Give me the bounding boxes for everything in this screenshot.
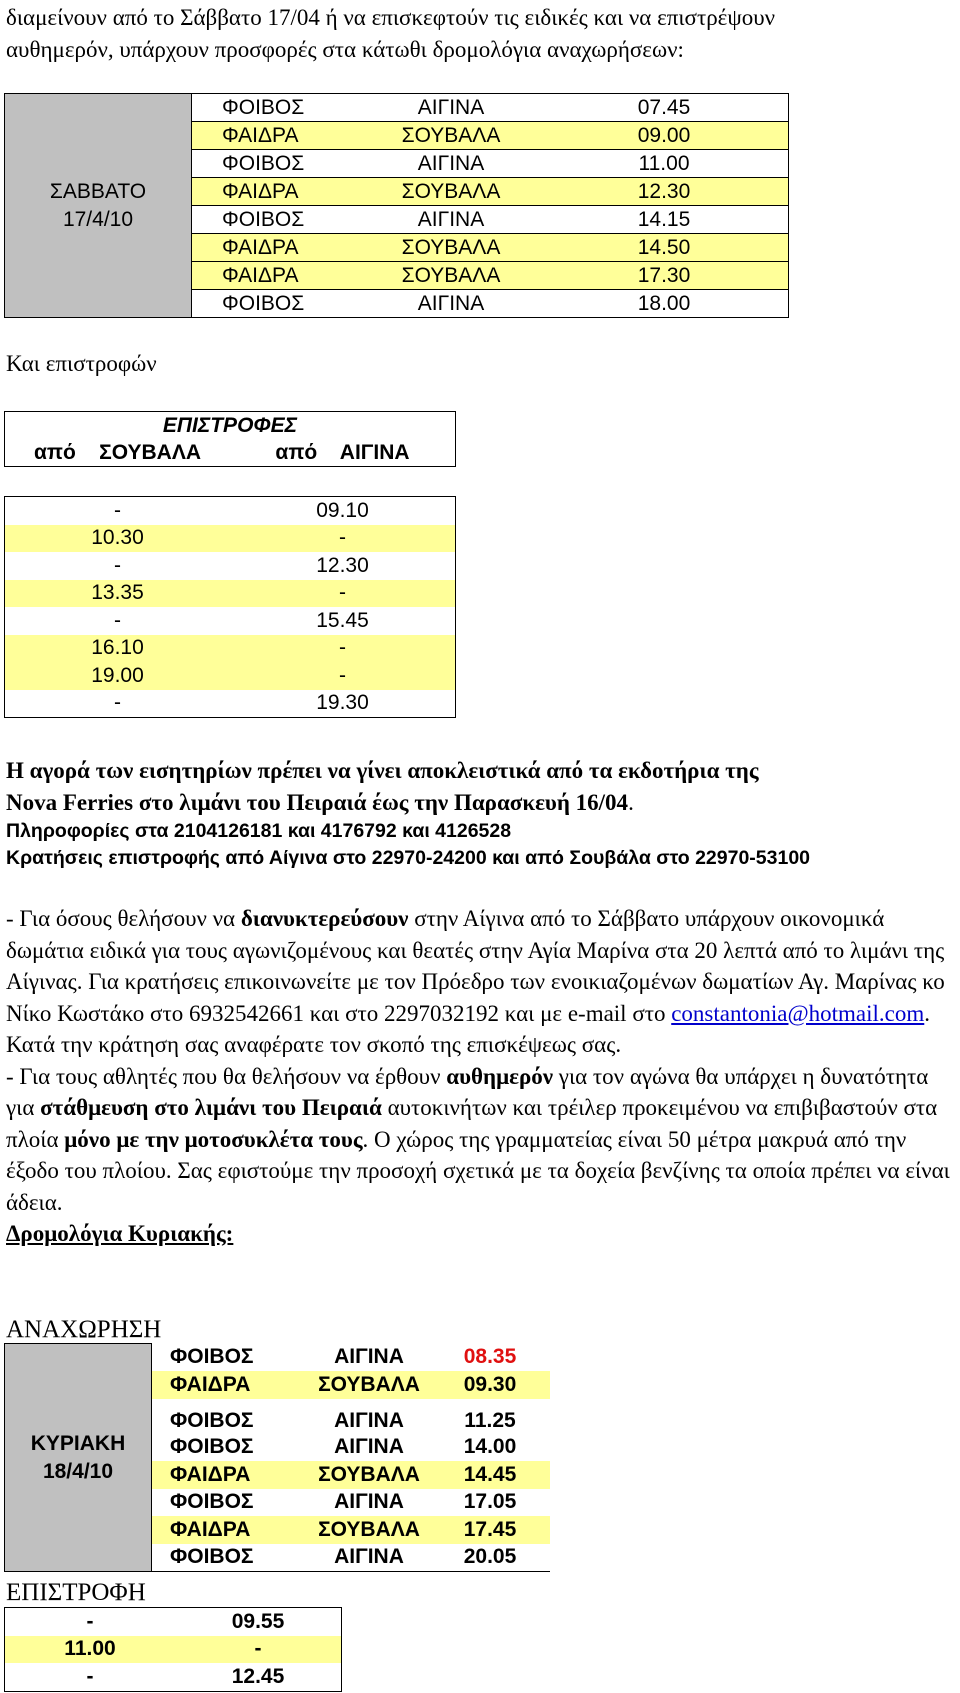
ship-name: ΦΑΙΔΡΑ: [152, 1371, 309, 1399]
returns-row: [5, 552, 456, 580]
returns-row: [5, 690, 456, 718]
departure-time: 14.45: [430, 1461, 550, 1489]
departure-time: 08.35: [463, 1345, 517, 1369]
intro-text: [6, 2, 951, 65]
sunday-date: 18/4/10: [42, 1459, 114, 1483]
ship-name: ΦΟΙΒΟΣ: [170, 1435, 254, 1459]
saturday-schedule-table: [4, 93, 789, 318]
departure-time: 14.50: [540, 234, 789, 262]
ship-name: ΦΟΙΒΟΣ: [192, 206, 363, 234]
destination: ΣΟΥΒΑΛΑ: [362, 262, 540, 290]
departure-time: 17.45: [430, 1516, 550, 1544]
return-from-aigina: 09.55: [231, 1609, 285, 1633]
ship-name: ΦΟΙΒΟΣ: [152, 1544, 309, 1572]
destination: ΑΙΓΙΝΑ: [308, 1544, 430, 1572]
destination: ΑΙΓΙΝΑ: [362, 290, 540, 318]
return-from-souvala: -: [114, 691, 121, 715]
tickets-info: [6, 755, 956, 872]
tickets-line-1: Η αγορά των εισητηρίων πρέπει να γίνει αποκλειστικά από τα εκδοτήρια της: [6, 758, 759, 783]
returns-row: [5, 497, 456, 525]
departure-time: 11.00: [540, 150, 789, 178]
tickets-line-2: Nova Ferries στο λιμάνι του Πειραιά έως την Παρασκευή 16/04.: [6, 789, 634, 815]
destination: ΑΙΓΙΝΑ: [362, 150, 540, 178]
departure-time: 17.30: [540, 262, 789, 290]
returns-row: [5, 525, 456, 553]
return-from-souvala: -: [86, 1609, 94, 1633]
return-from-souvala: -: [114, 498, 121, 522]
info-paragraphs: [6, 903, 956, 1250]
ship-name: ΦΟΙΒΟΣ: [170, 1490, 254, 1514]
returns-col-souvala: από ΣΟΥΒΑΛΑ: [33, 440, 201, 464]
parking-paragraph: - Για τους αθλητές που θα θελήσουν να έρθουν αυθημερόν για τον αγώνα θα υπάρχει η δυνατότητα για στάθμευση στο λιμάνι του Πειραιά αυτοκινήτων και τρέιλερ προκειμένου να επιβιβαστούν στα πλοία μόνο με την μοτοσυκλέτα τους. Ο χώρος της γραμματείας είναι 50 μέτρα μακρυά από την έξοδο του πλοίου. Σας εφιστούμε την προσοχή σχετικά με τα δοχεία βενζίνης τα οποία πρέπει να είναι άδεια.: [6, 1063, 950, 1215]
destination: ΣΟΥΒΑΛΑ: [308, 1461, 430, 1489]
sunday-returns-row: [5, 1663, 342, 1691]
accommodation-paragraph: - Για όσους θελήσουν να διανυκτερεύσουν στην Αίγινα από το Σάββατο υπάρχουν οικονομικά δωμάτια ειδικά για τους αγωνιζομένους και θεατές στην Αγία Μαρίνα στα 20 λεπτά από το λιμάνι της Αίγινας. Για κρατήσεις επικοινωνείτε με τον Πρόεδρο των ενοικιαζομένων δωματίων Αγ. Μαρίνας κο Νίκο Κωστάκο στο 6932542661 και στο 2297032192 και με e-mail στο constantonia@hotmail.com. Κατά την κράτηση σας αναφέρατε τον σκοπό της επισκέψεως σας.: [6, 906, 945, 1057]
departure-label: ΑΝΑΧΩΡΗΣΗ: [6, 1316, 162, 1343]
destination: ΣΟΥΒΑΛΑ: [308, 1371, 430, 1399]
return-from-souvala: -: [114, 553, 121, 577]
returns-label: Και επιστροφών: [6, 351, 157, 376]
return-from-aigina: 09.10: [316, 498, 369, 522]
sunday-returns-table: [4, 1607, 342, 1692]
sunday-schedule-row: [5, 1344, 551, 1372]
sunday-returns-row: [5, 1608, 342, 1636]
tickets-info-phones: Πληροφορίες στα 2104126181 και 4176792 και 4126528: [6, 820, 512, 842]
departure-time: 18.00: [540, 290, 789, 318]
destination: ΑΙΓΙΝΑ: [334, 1345, 404, 1369]
destination: ΣΟΥΒΑΛΑ: [362, 122, 540, 150]
saturday-schedule-row: [5, 94, 789, 122]
returns-row: [5, 580, 456, 608]
destination: ΣΟΥΒΑΛΑ: [362, 234, 540, 262]
return-from-aigina: -: [230, 635, 456, 663]
ship-name: ΦΟΙΒΟΣ: [192, 290, 363, 318]
sunday-day: ΚΥΡΙΑΚΗ: [30, 1431, 126, 1455]
departure-time: 09.00: [540, 122, 789, 150]
return-from-aigina: 19.30: [316, 691, 369, 715]
sunday-heading: Δρομολόγια Κυριακής:: [6, 1221, 234, 1246]
return-from-souvala: -: [86, 1664, 94, 1688]
departure-time: 07.45: [540, 94, 789, 122]
sunday-schedule-table: [4, 1343, 550, 1572]
return-from-souvala: 19.00: [5, 662, 231, 690]
sunday-day-cell: [5, 1344, 152, 1572]
return-from-souvala: 10.30: [5, 525, 231, 553]
intro-line-1: διαμείνουν από το Σάββατο 17/04 ή να επισκεφτούν τις ειδικές και να επιστρέψουν: [6, 5, 776, 30]
ship-name: ΦΑΙΔΡΑ: [152, 1461, 309, 1489]
ship-name: ΦΟΙΒΟΣ: [170, 1408, 254, 1432]
destination: ΣΟΥΒΑΛΑ: [362, 178, 540, 206]
return-from-aigina: 12.30: [316, 553, 369, 577]
departure-time: 14.00: [463, 1435, 517, 1459]
return-from-aigina: -: [175, 1636, 342, 1664]
return-from-aigina: -: [230, 525, 456, 553]
ship-name: ΦΟΙΒΟΣ: [192, 150, 363, 178]
saturday-day: ΣΑΒΒΑΤΟ: [49, 179, 147, 203]
return-from-souvala: 13.35: [5, 580, 231, 608]
returns-title: ΕΠΙΣΤΡΟΦΕΣ: [162, 413, 298, 437]
destination: ΑΙΓΙΝΑ: [362, 94, 540, 122]
destination: ΑΙΓΙΝΑ: [334, 1435, 404, 1459]
ship-name: ΦΑΙΔΡΑ: [192, 234, 363, 262]
departure-time: 14.15: [540, 206, 789, 234]
returns-row: [5, 662, 456, 690]
sunday-returns-row: [5, 1636, 342, 1664]
departure-time: 12.30: [540, 178, 789, 206]
email-link[interactable]: constantonia@hotmail.com: [671, 1000, 925, 1026]
returns-header-table: [4, 411, 456, 467]
departure-time: 20.05: [430, 1544, 550, 1572]
return-label: ΕΠΙΣΤΡΟΦΗ: [6, 1579, 146, 1606]
return-from-aigina: 12.45: [231, 1664, 285, 1688]
departure-time: 11.25: [464, 1408, 516, 1432]
return-from-aigina: -: [230, 662, 456, 690]
destination: ΑΙΓΙΝΑ: [334, 1408, 404, 1432]
returns-col-aigina: από ΑΙΓΙΝΑ: [275, 440, 410, 464]
return-from-aigina: -: [230, 580, 456, 608]
ship-name: ΦΑΙΔΡΑ: [152, 1516, 309, 1544]
returns-table: [4, 496, 456, 718]
destination: ΑΙΓΙΝΑ: [362, 206, 540, 234]
ship-name: ΦΑΙΔΡΑ: [192, 122, 363, 150]
intro-line-2: αυθημερόν, υπάρχουν προσφορές στα κάτωθι δρομολόγια αναχωρήσεων:: [6, 36, 684, 62]
returns-row: [5, 635, 456, 663]
return-from-aigina: 15.45: [316, 608, 369, 632]
return-from-souvala: 11.00: [5, 1636, 176, 1664]
return-from-souvala: 16.10: [5, 635, 231, 663]
ship-name: ΦΟΙΒΟΣ: [192, 94, 363, 122]
destination: ΑΙΓΙΝΑ: [334, 1490, 404, 1514]
departure-time: 17.05: [463, 1490, 517, 1514]
saturday-date: 17/4/10: [62, 207, 134, 231]
tickets-reservations: Κρατήσεις επιστροφής από Αίγινα στο 22970-24200 και από Σουβάλα στο 22970-53100: [6, 847, 811, 869]
ship-name: ΦΑΙΔΡΑ: [192, 178, 363, 206]
ship-name: ΦΟΙΒΟΣ: [170, 1345, 254, 1369]
ship-name: ΦΑΙΔΡΑ: [192, 262, 363, 290]
return-from-souvala: -: [114, 608, 121, 632]
returns-row: [5, 607, 456, 635]
saturday-day-cell: [5, 94, 192, 318]
destination: ΣΟΥΒΑΛΑ: [308, 1516, 430, 1544]
departure-time: 09.30: [430, 1371, 550, 1399]
